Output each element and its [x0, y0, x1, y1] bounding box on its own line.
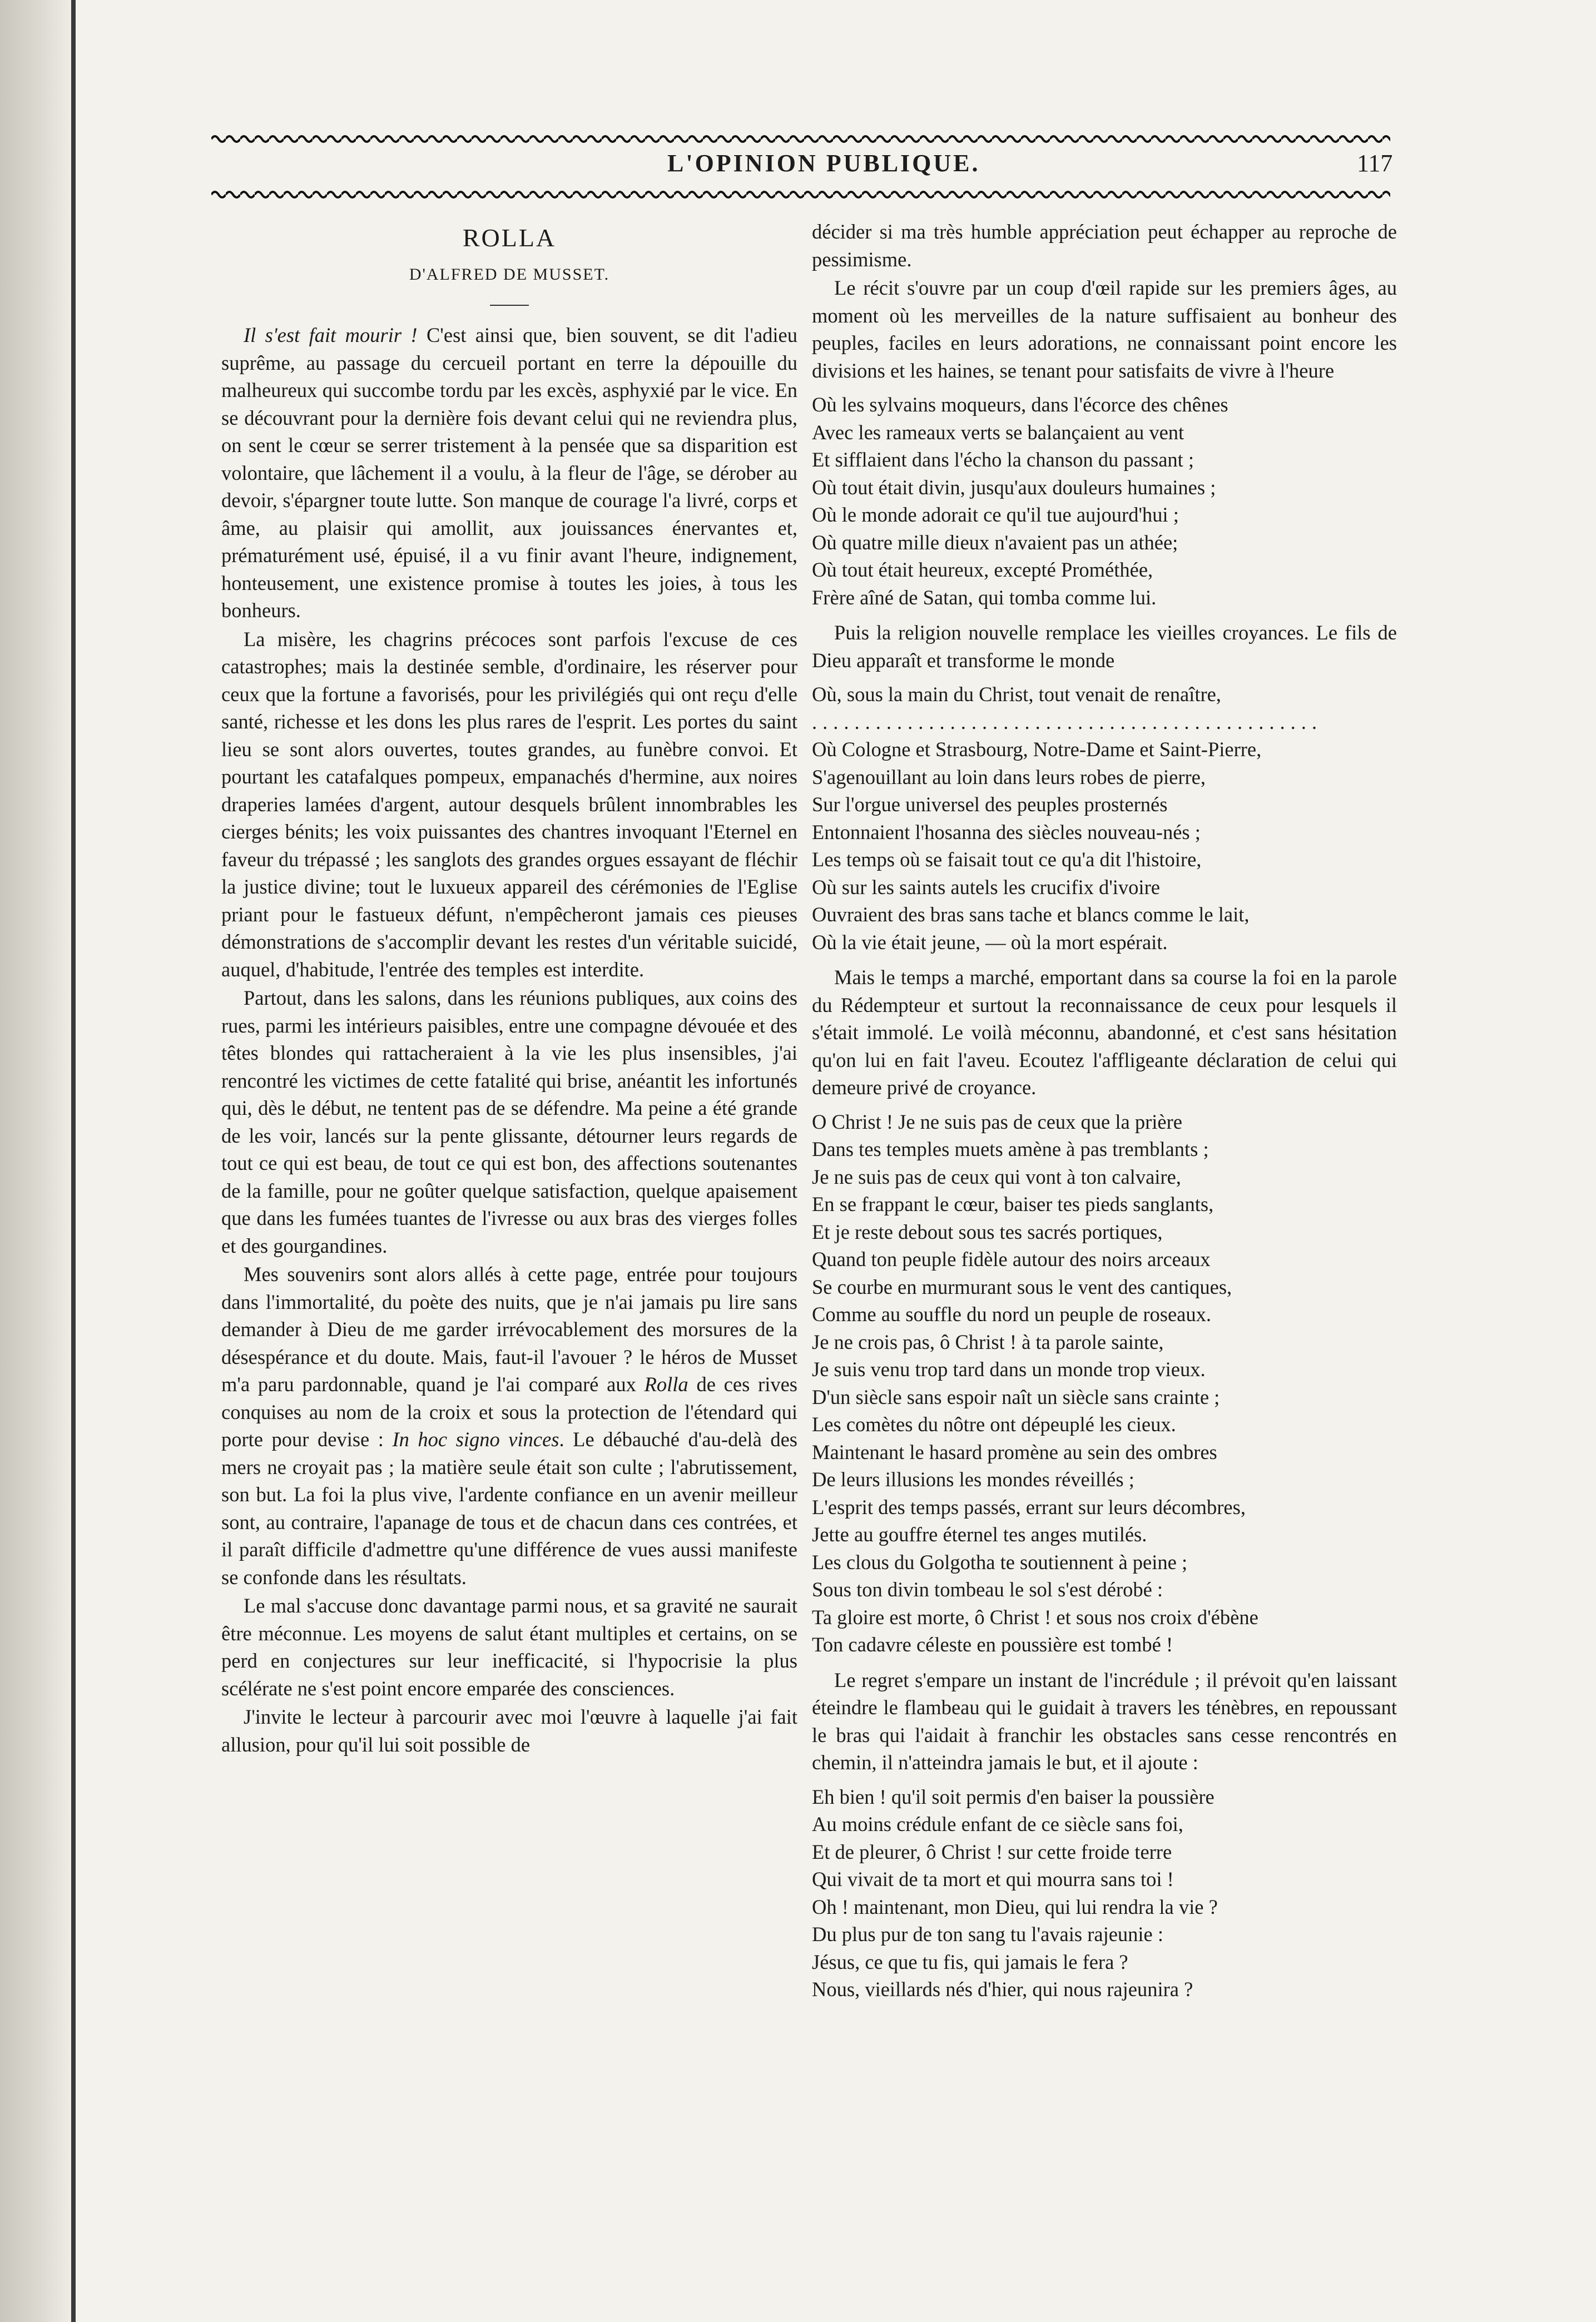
paragraph-text: C'est ainsi que, bien souvent, se dit l'adieu suprême, au passage du cercueil portant en terre la dépouille du malheureux qui succombe tordu par les excès, asphyxié par le vice. En se découvrant pour la dernière fois devant celui qui ne reviendra plus, on sent le cœur se serrer tristement à la pensée que sa disparition est volontaire, que lâchement il a voulu, à la fleur de l'âge, se dérober au devoir, s'épargner toute lutte. Son manque de courage l'a livré, corps et âme, au plaisir qui amollit, aux jouissances énervantes et, prématurément usé, épuisé, il a vu finir avant l'heure, indignement, honteusement, une existence promise à toutes les joies, à tous les bonheurs.: [221, 324, 797, 622]
right-column: [812, 218, 1397, 2011]
verse-line: Ton cadavre céleste en poussière est tombé !: [812, 1633, 1173, 1656]
title-rule: [490, 305, 529, 306]
verse-line: O Christ ! Je ne suis pas de ceux que la prière: [812, 1110, 1182, 1133]
page-number: 117: [1357, 150, 1393, 177]
verse-line: Oh ! maintenant, mon Dieu, qui lui rendra la vie ?: [812, 1895, 1218, 1918]
binding-edge: [71, 0, 76, 2322]
verse-line: Où Cologne et Strasbourg, Notre-Dame et Saint-Pierre,: [812, 738, 1262, 761]
paragraph: Le regret s'empare un instant de l'incrédule ; il prévoit qu'en laissant éteindre le flambeau qui le guidait à travers les ténèbres, en repoussant le bras qui l'aidait à franchir les obstacles sans cesse rencontrés en chemin, il n'atteindra jamais le but, et il ajoute :: [812, 1668, 1397, 1774]
verse-line: Nous, vieillards nés d'hier, qui nous rajeunira ?: [812, 1978, 1193, 2001]
verse-line: Jette au gouffre éternel tes anges mutilés.: [812, 1523, 1147, 1546]
verse-line: Je suis venu trop tard dans un monde trop vieux.: [812, 1358, 1206, 1381]
verse-line: Je ne suis pas de ceux qui vont à ton calvaire,: [812, 1165, 1181, 1188]
verse-line: Du plus pur de ton sang tu l'avais rajeunie :: [812, 1923, 1164, 1946]
paragraph: La misère, les chagrins précoces sont parfois l'excuse de ces catastrophes; mais la destinée semble, d'ordinaire, les réserver pour ceux que la fortune a favorisés, pour les privilégiés qui ont reçu d'elle santé, richesse et les dons les plus rares de l'esprit. Les portes du saint lieu se sont alors ouvertes, toutes grandes, au funèbre convoi. Et pourtant les catafalques pompeux, empanachés d'hermine, aux noires draperies lamées d'argent, autour desquels brûlent innombrables les cierges bénits; les voix puissantes des chantres invoquant l'Eternel en faveur du trépassé ; les sanglots des grandes orgues essayant de fléchir la justice divine; tout le luxueux appareil des cérémonies de l'Eglise priant pour le fastueux défunt, n'empêcheront jamais ces pieuses démonstrations de s'accomplir devant les restes d'un véritable suicidé, auquel, d'habitude, l'entrée des temples est interdite.: [221, 627, 797, 981]
verse-line: Où tout était divin, jusqu'aux douleurs humaines ;: [812, 475, 1216, 499]
verse-line: S'agenouillant au loin dans leurs robes de pierre,: [812, 765, 1206, 788]
paragraph-continued: décider si ma très humble appréciation peut échapper au reproche de pessimisme.: [812, 220, 1397, 271]
verse-line: Où, sous la main du Christ, tout venait de renaître,: [812, 683, 1221, 706]
verse-line: Les temps où se faisait tout ce qu'a dit l'histoire,: [812, 848, 1202, 871]
paragraph-text: . Le débauché d'au-delà des mers ne croyait pas ; la matière seule était son culte ; l'abrutissement, son but. La foi la plus vive, l'ardente confiance en un avenir meilleur sont, au contraire, l'apanage de tous et de chacun dans ces contrées, et il paraît difficile d'admettre qu'une différence de vues aussi manifeste se confonde dans les résultats.: [221, 1428, 797, 1589]
publication-title: L'OPINION PUBLIQUE.: [667, 150, 980, 177]
verse-line: Où quatre mille dieux n'avaient pas un athée;: [812, 530, 1178, 554]
verse-line: Avec les rameaux verts se balançaient au vent: [812, 420, 1184, 444]
lead-phrase: Il s'est fait mourir !: [244, 324, 418, 346]
paragraph-text: de ces rives conquises au nom de la croix et sous la protection de l'étendard qui porte pour devise :: [221, 1373, 797, 1451]
motto: In hoc signo vinces: [392, 1428, 559, 1451]
paragraph: Puis la religion nouvelle remplace les vieilles croyances. Le fils de Dieu apparaît et transforme le monde: [812, 621, 1397, 672]
verse-line: Frère aîné de Satan, qui tomba comme lui.: [812, 586, 1157, 609]
verse-line: Je ne crois pas, ô Christ ! à ta parole sainte,: [812, 1330, 1164, 1353]
verse-line: Où sur les saints autels les crucifix d'ivoire: [812, 875, 1160, 899]
verse-line: De leurs illusions les mondes réveillés ;: [812, 1468, 1134, 1491]
verse-line: D'un siècle sans espoir naît un siècle sans crainte ;: [812, 1385, 1220, 1408]
verse-line: Entonnaient l'hosanna des siècles nouveau-nés ;: [812, 820, 1201, 844]
verse-line: Eh bien ! qu'il soit permis d'en baiser la poussière: [812, 1785, 1215, 1808]
verse-line: Où la vie était jeune, — où la mort espérait.: [812, 930, 1168, 954]
verse-line: L'esprit des temps passés, errant sur leurs décombres,: [812, 1495, 1246, 1519]
left-column: [221, 218, 797, 1759]
verse-line: Comme au souffle du nord un peuple de roseaux.: [812, 1303, 1212, 1326]
verse-line: Où tout était heureux, excepté Prométhée,: [812, 558, 1153, 581]
header-ornament-top: [211, 132, 1390, 146]
paragraph: Le mal s'accuse donc davantage parmi nous, et sa gravité ne saurait être méconnue. Les moyens de salut étant multiples et certains, on se perd en conjectures sur leur inefficacité, si l'hypocrisie la plus scélérate ne s'est point encore emparée des consciences.: [221, 1594, 797, 1700]
paragraph: [221, 1261, 797, 1591]
verse-line: Et je reste debout sous tes sacrés portiques,: [812, 1220, 1163, 1243]
verse-block: [812, 681, 1397, 956]
italic-word: Rolla: [644, 1373, 688, 1396]
paragraph: Partout, dans les salons, dans les réunions publiques, aux coins des rues, parmi les intérieurs paisibles, entre une compagne dévouée et des têtes blondes qui rattacheraient à la vie les plus insensibles, j'ai rencontré les victimes de cette fatalité qui brise, anéantit les infortunés qui, dès le début, ne tentent pas de se défendre. Ma peine a été grande de les voir, lancés sur la pente glissante, détourner leurs regards de tout ce qui est beau, de tout ce qui est bon, des affections soutenantes de la famille, pour ne goûter quelque satisfaction, quelque apaisement que dans les fumées tuantes de l'ivresse ou aux bras des vierges folles et des gourgandines.: [221, 986, 797, 1257]
verse-line: Ouvraient des bras sans tache et blancs comme le lait,: [812, 903, 1250, 926]
verse-line: Sur l'orgue universel des peuples prosternés: [812, 793, 1168, 816]
article-title: ROLLA: [462, 224, 557, 252]
paragraph-text: Mes souvenirs sont alors allés à cette page, entrée pour toujours dans l'immortalité, du poète des nuits, que je n'ai jamais pu lire sans demander à Dieu de me garder irrévocablement des morsures de la désespérance et du doute. Mais, faut-il l'avouer ? le héros de Musset m'a paru pardonnable, quand je l'ai comparé aux: [221, 1263, 797, 1396]
verse-line: Dans tes temples muets amène à pas tremblants ;: [812, 1138, 1209, 1160]
verse-line: Au moins crédule enfant de ce siècle sans foi,: [812, 1813, 1183, 1835]
verse-line: Et de pleurer, ô Christ ! sur cette froide terre: [812, 1840, 1172, 1863]
paragraph: Le récit s'ouvre par un coup d'œil rapide sur les premiers âges, au moment où les merveilles de la nature suffisaient au bonheur des peuples, faciles en leurs adorations, ne connaissant point encore les divisions et les haines, se tenant pour satisfaits de vivre à l'heure: [812, 276, 1397, 382]
verse-line: Où les sylvains moqueurs, dans l'écorce des chênes: [812, 393, 1228, 416]
verse-line: Où le monde adorait ce qu'il tue aujourd'hui ;: [812, 503, 1179, 526]
verse-ellipsis: ................................................: [812, 710, 1322, 733]
verse-line: En se frappant le cœur, baiser tes pieds sanglants,: [812, 1193, 1214, 1215]
verse-line: Les comètes du nôtre ont dépeuplé les cieux.: [812, 1413, 1176, 1436]
verse-line: Et sifflaient dans l'écho la chanson du passant ;: [812, 448, 1194, 471]
verse-line: Ta gloire est morte, ô Christ ! et sous nos croix d'ébène: [812, 1605, 1258, 1629]
verse-line: Sous ton divin tombeau le sol s'est dérobé :: [812, 1578, 1163, 1601]
verse-line: Qui vivait de ta mort et qui mourra sans toi !: [812, 1868, 1174, 1891]
verse-block: [812, 1783, 1397, 2003]
header-ornament-bottom: [211, 188, 1390, 201]
verse-line: Jésus, ce que tu fis, qui jamais le fera ?: [812, 1950, 1128, 1973]
verse-line: Quand ton peuple fidèle autour des noirs arceaux: [812, 1248, 1211, 1271]
paragraph: Mais le temps a marché, emportant dans sa course la foi en la parole du Rédempteur et surtout la reconnaissance de ceux pour lesquels il s'était immolé. Le voilà méconnu, abandonné, et c'est sans hésitation qu'on lui en fait l'aveu. Ecoutez l'affligeante déclaration de celui qui demeure privé de croyance.: [812, 966, 1397, 1099]
scan-left-margin: [0, 0, 72, 2322]
article-byline: D'ALFRED DE MUSSET.: [409, 265, 610, 284]
verse-block: [812, 1108, 1397, 1659]
verse-block: [812, 391, 1397, 611]
verse-line: Maintenant le hasard promène au sein des ombres: [812, 1440, 1217, 1463]
paragraph: J'invite le lecteur à parcourir avec moi l'œuvre à laquelle j'ai fait allusion, pour qu'il lui soit possible de: [221, 1705, 797, 1756]
verse-line: Se courbe en murmurant sous le vent des cantiques,: [812, 1275, 1232, 1298]
verse-line: Les clous du Golgotha te soutiennent à peine ;: [812, 1550, 1188, 1574]
paragraph: [221, 321, 797, 624]
